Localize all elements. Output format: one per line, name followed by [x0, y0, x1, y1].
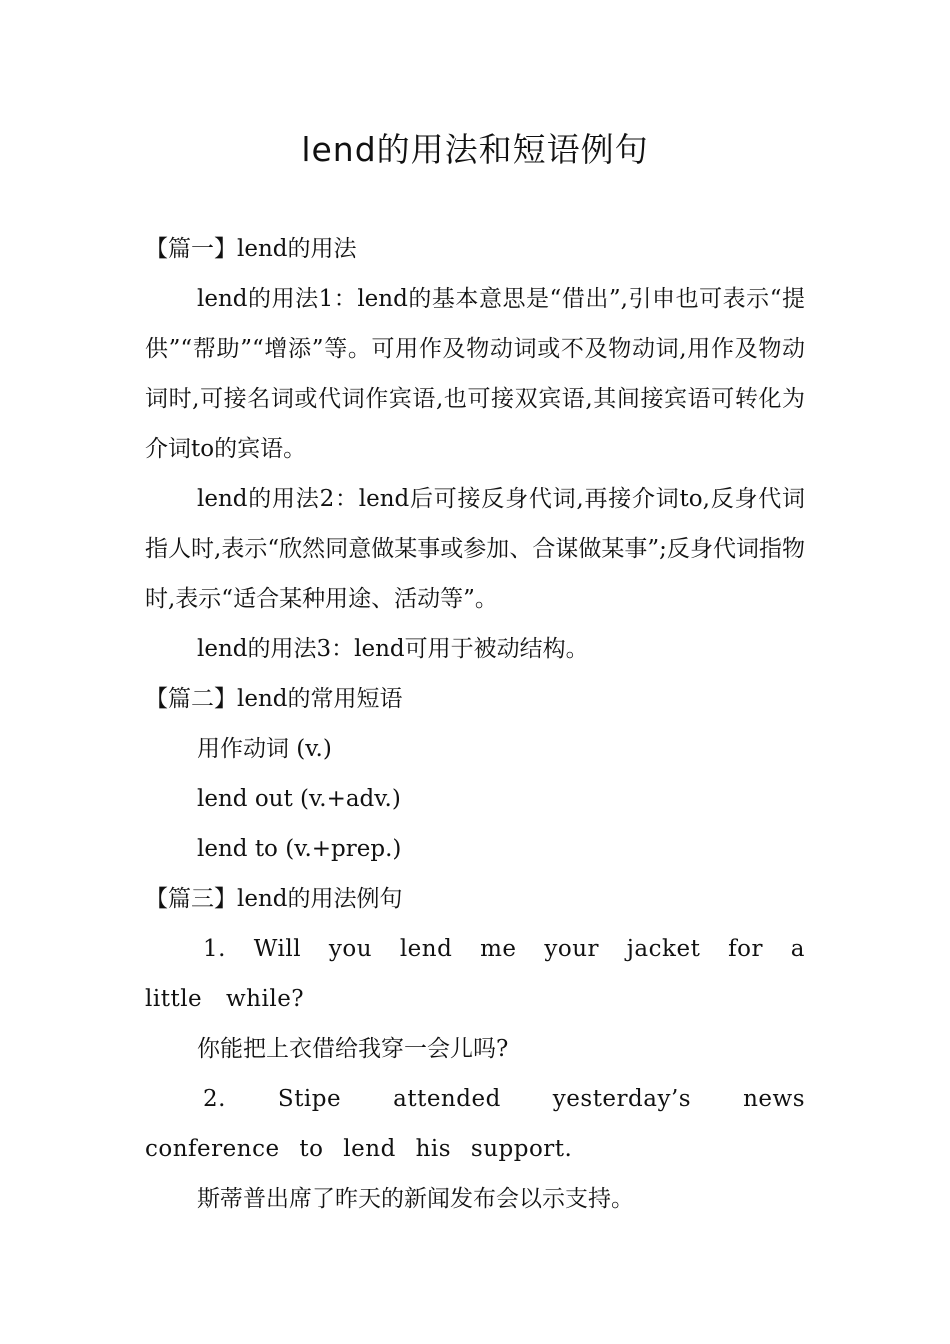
usage-paragraph-2: lend的用法2：lend后可接反身代词,再接介词to,反身代词指人时,表示“欣然同意做某事或参加、合谋做某事”;反身代词指物时,表示“适合某种用途、活动等”。	[145, 486, 805, 612]
document-body	[145, 224, 805, 1224]
phrase-item: 用作动词 (v.)	[197, 736, 332, 762]
example-sentence-zh: 你能把上衣借给我穿一会儿吗?	[197, 1036, 509, 1062]
example-sentence-zh: 斯蒂普出席了昨天的新闻发布会以示支持。	[197, 1186, 634, 1212]
section-heading-3: 【篇三】lend的用法例句	[145, 886, 403, 912]
section-heading-1: 【篇一】lend的用法	[145, 236, 357, 262]
example-sentence-en: 1. Will you lend me your jacket for a little while?	[145, 936, 805, 1012]
phrase-item: lend out (v.+adv.)	[197, 786, 401, 812]
usage-paragraph-1: lend的用法1：lend的基本意思是“借出”,引申也可表示“提供”“帮助”“增添”等。可用作及物动词或不及物动词,用作及物动词时,可接名词或代词作宾语,也可接双宾语,其间接宾语可转化为介词to的宾语。	[145, 286, 805, 462]
example-sentence-en: 2. Stipe attended yesterday’s news conference to lend his support.	[145, 1086, 805, 1162]
phrase-item: lend to (v.+prep.)	[197, 836, 402, 862]
usage-paragraph-3: lend的用法3：lend可用于被动结构。	[197, 636, 589, 662]
section-heading-2: 【篇二】lend的常用短语	[145, 686, 403, 712]
document-title: lend的用法和短语例句	[301, 130, 649, 169]
